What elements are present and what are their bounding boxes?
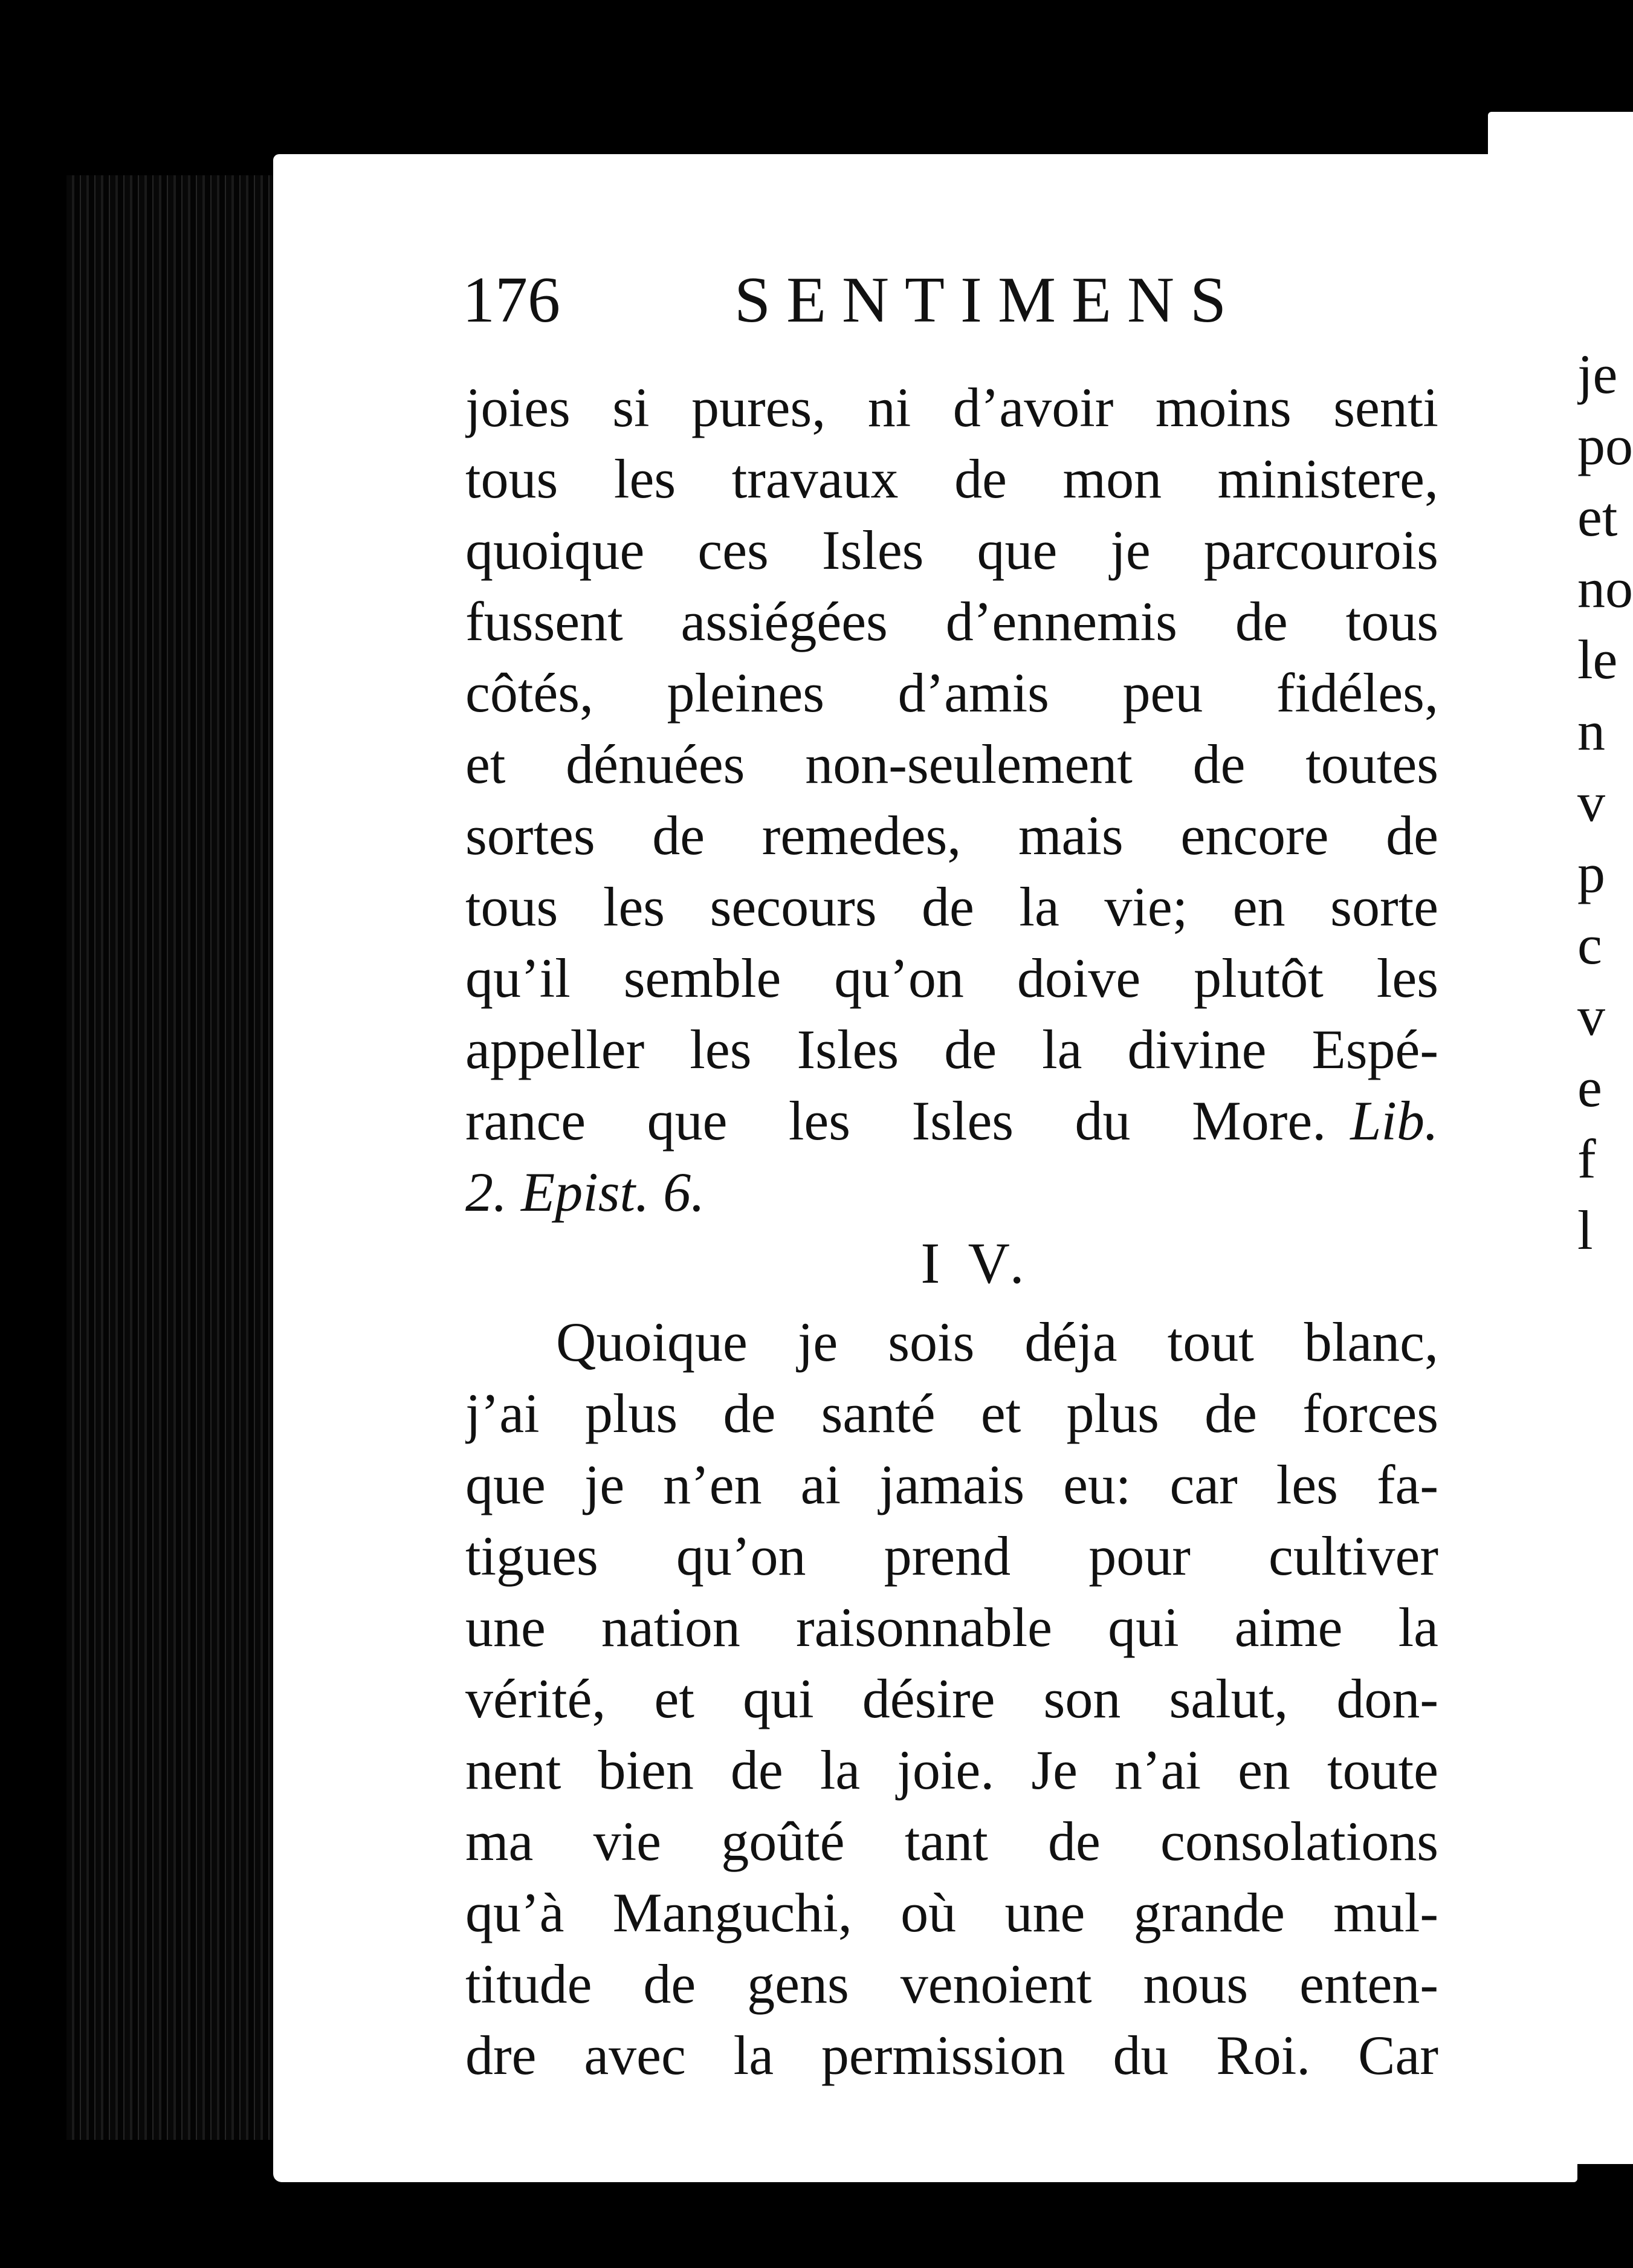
text-line: dre avec la permission du Roi. Car — [465, 2024, 1438, 2086]
text-line: appeller les Isles de la divine Espé- — [465, 1019, 1438, 1080]
facing-line: p — [1577, 843, 1605, 904]
text-line: qu’à Manguchi, où une grande mul- — [465, 1882, 1438, 1943]
text-line: une nation raisonnable qui aime la — [465, 1596, 1438, 1658]
text-line: Quoique je sois déja tout blanc, — [556, 1311, 1438, 1373]
running-title: SENTIMENS — [734, 264, 1243, 336]
facing-line: e — [1577, 1057, 1602, 1118]
text-line: j’ai plus de santé et plus de forces — [465, 1382, 1438, 1444]
text-line: qu’il semble qu’on doive plutôt les — [465, 947, 1438, 1009]
text-line: tous les travaux de mon ministere, — [465, 448, 1438, 510]
facing-line: n — [1577, 700, 1605, 762]
text-line: fussent assiégées d’ennemis de tous — [465, 591, 1438, 652]
facing-line: et — [1577, 486, 1618, 548]
page-number: 176 — [462, 264, 560, 336]
text-line-with-citation — [465, 1085, 1438, 1156]
citation-source: Lib. — [1350, 1090, 1438, 1152]
text-line: vérité, et qui désire son salut, don- — [465, 1668, 1438, 1729]
facing-line: f — [1577, 1128, 1596, 1190]
facing-line: v — [1577, 985, 1605, 1047]
facing-line: no — [1577, 557, 1633, 619]
text-segment: rance que les Isles du More. — [465, 1090, 1327, 1152]
text-line: nent bien de la joie. Je n’ai en toute — [465, 1739, 1438, 1801]
facing-line: c — [1577, 914, 1602, 976]
text-line: sortes de remedes, mais encore de — [465, 805, 1438, 866]
citation-line — [465, 1156, 1438, 1228]
facing-line: v — [1577, 771, 1605, 833]
text-line: ma vie goûté tant de consolations — [465, 1810, 1438, 1872]
text-line: que je n’en ai jamais eu: car les fa- — [465, 1454, 1438, 1515]
text-line: titude de gens venoient nous enten- — [465, 1953, 1438, 2015]
text-line: joies si pures, ni d’avoir moins senti — [465, 377, 1438, 438]
facing-line: po — [1577, 415, 1633, 476]
text-line: tigues qu’on prend pour cultiver — [465, 1525, 1438, 1587]
text-line: quoique ces Isles que je parcourois — [465, 519, 1438, 581]
text-line: tous les secours de la vie; en sorte — [465, 876, 1438, 938]
page-text — [465, 372, 1438, 2091]
section-number: I V. — [920, 1231, 1032, 1295]
citation-reference: 2. Epist. 6. — [465, 1161, 705, 1223]
text-line: et dénuées non-seulement de toutes — [465, 733, 1438, 795]
facing-page-text — [1577, 339, 1633, 1266]
page-edges — [66, 175, 284, 2140]
facing-line: je — [1577, 343, 1618, 405]
text-line: côtés, pleines d’amis peu fidéles, — [465, 662, 1438, 724]
facing-line: le — [1577, 629, 1618, 690]
facing-line: l — [1577, 1199, 1593, 1261]
